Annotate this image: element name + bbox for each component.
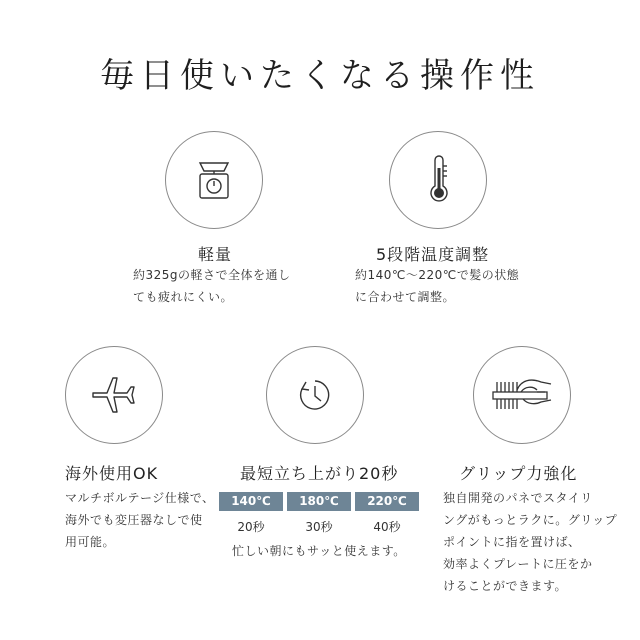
feature-icon-circle [473, 346, 571, 444]
feature-icon-circle [65, 346, 163, 444]
feature-desc-temperature [355, 264, 519, 308]
feature-title-quick-heat: 最短立ち上がり20秒 [240, 464, 399, 483]
desc-line: 用可能。 [65, 535, 116, 549]
desc-line: 海外でも変圧器なしで使 [65, 513, 203, 527]
desc-line: 忙しい朝にもサッと使えます。 [232, 544, 406, 558]
feature-desc-overseas [65, 487, 215, 553]
desc-line: ポイントに指を置けば、 [443, 535, 581, 549]
desc-line: ングがもっとラクに。グリップ [443, 513, 618, 527]
feature-icon-circle [266, 346, 364, 444]
temp-badge: 140℃ [219, 492, 283, 511]
hand-grip-icon [487, 370, 557, 420]
feature-title-lightweight: 軽量 [198, 245, 233, 264]
desc-line: に合わせて調整。 [355, 290, 456, 304]
temp-badge: 180℃ [287, 492, 351, 511]
feature-title-overseas: 海外使用OK [65, 464, 159, 483]
heat-time-label: 30秒 [305, 520, 333, 534]
page-title: 毎日使いたくなる操作性 [100, 56, 540, 96]
desc-line: マルチボルテージ仕様で、 [65, 491, 215, 505]
desc-line: ても疲れにくい。 [133, 290, 234, 304]
scale-icon [192, 158, 236, 202]
feature-icon-circle [165, 131, 263, 229]
heat-time-label: 40秒 [373, 520, 401, 534]
desc-line: 効率よくプレートに圧をか [443, 557, 593, 571]
timer-icon [290, 370, 340, 420]
thermometer-icon [417, 154, 461, 204]
temp-badge: 220℃ [355, 492, 419, 511]
desc-line: 独自開発のパネでスタイリ [443, 491, 593, 505]
feature-desc-lightweight [133, 264, 291, 308]
desc-line: けることができます。 [443, 579, 568, 593]
feature-title-temperature: 5段階温度調整 [376, 245, 490, 264]
feature-desc-grip [443, 487, 617, 597]
feature-desc-quick-heat [232, 540, 406, 562]
feature-title-grip: グリップ力強化 [459, 464, 578, 483]
airplane-icon [89, 370, 139, 420]
desc-line: 約325gの軽さで全体を通し [133, 268, 291, 282]
desc-line: 約140℃〜220℃で髪の状態 [355, 268, 520, 282]
heat-time-label: 20秒 [237, 520, 265, 534]
feature-icon-circle [389, 131, 487, 229]
